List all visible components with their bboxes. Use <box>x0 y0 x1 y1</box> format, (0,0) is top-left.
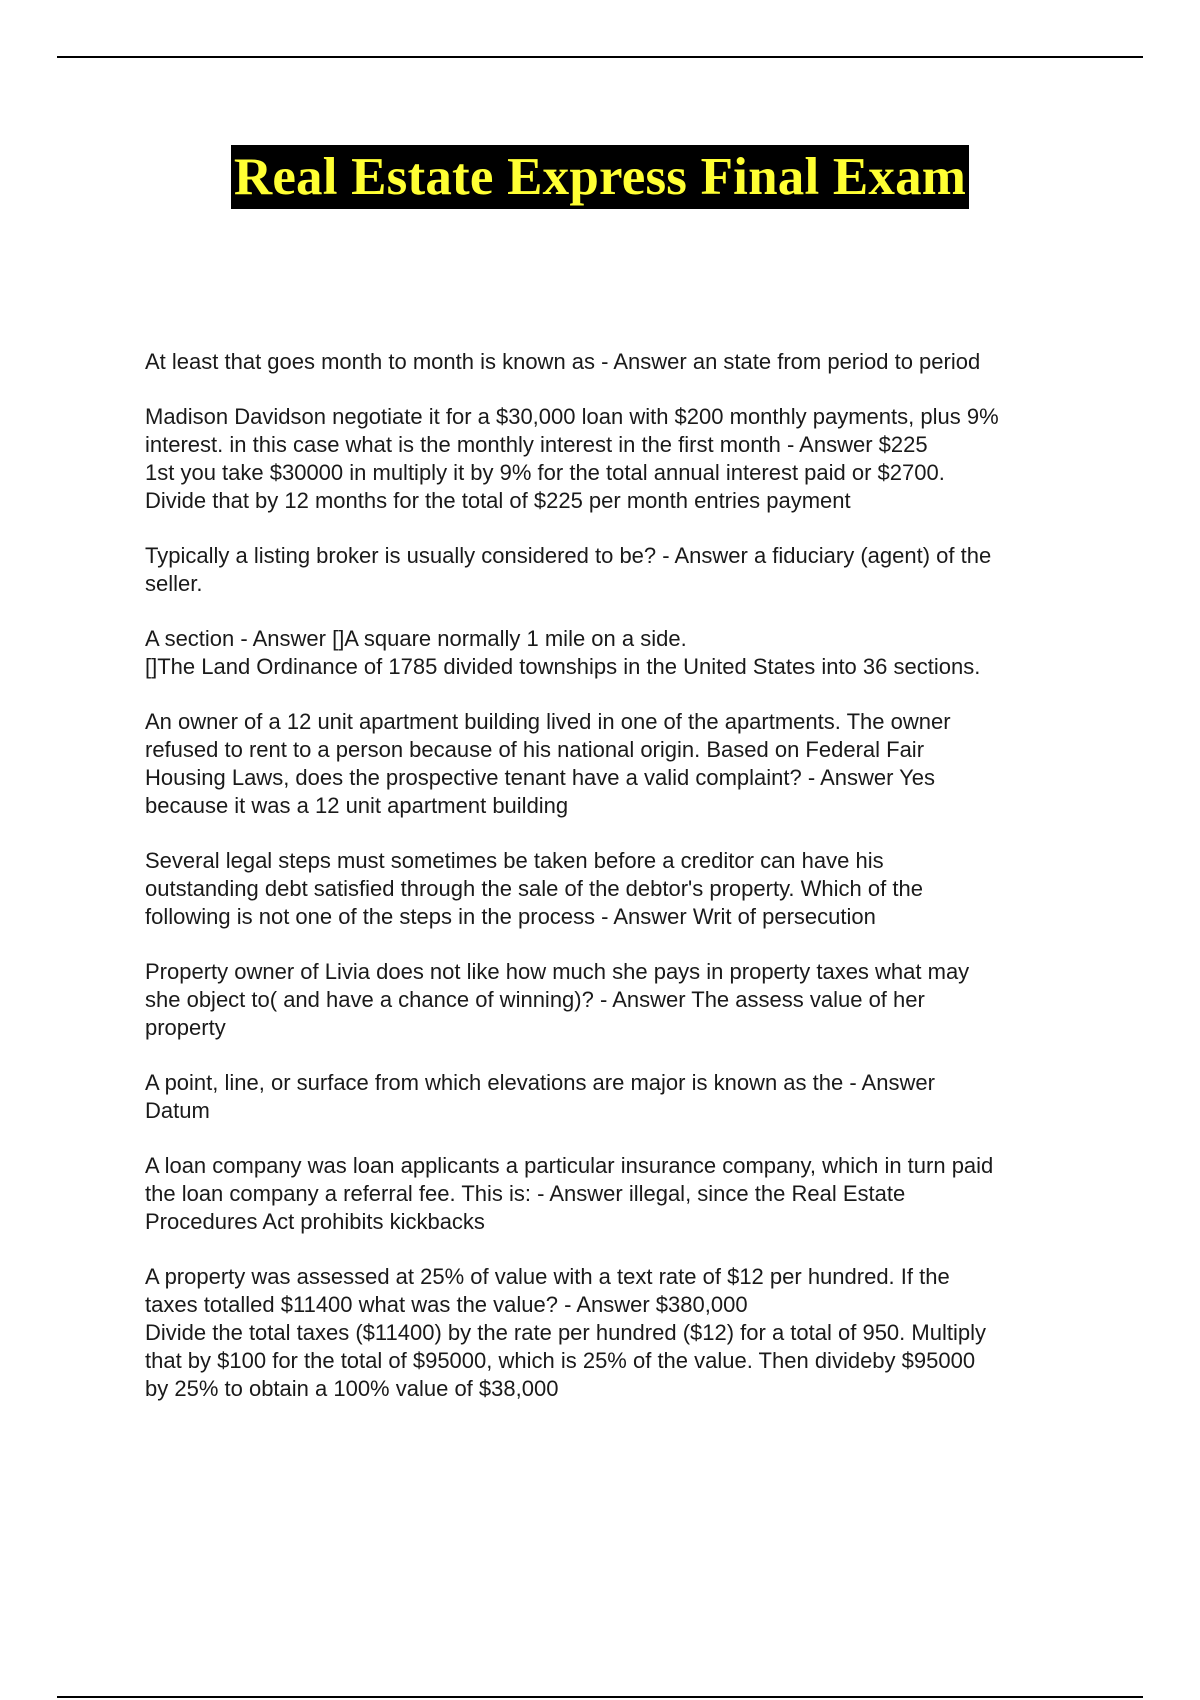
qa-item-7: Property owner of Livia does not like how much she pays in property taxes what may she object to( and have a chance of winning)? - Answer The assess value of her property <box>145 959 970 1040</box>
qa-item-4: A section - Answer []A square normally 1 mile on a side. []The Land Ordinance of 1785 divided townships in the United States into 36 sections. <box>145 626 981 679</box>
bottom-divider <box>57 1696 1143 1698</box>
qa-list <box>145 348 1095 1430</box>
qa-item-3: Typically a listing broker is usually considered to be? - Answer a fiduciary (agent) of the seller. <box>145 543 992 596</box>
qa-item-5: An owner of a 12 unit apartment building lived in one of the apartments. The owner refused to rent to a person because of his national origin. Based on Federal Fair Housing Laws, does the prospective tenant have a valid complaint? - Answer Yes because it was a 12 unit apartment building <box>145 709 951 818</box>
qa-item-9: A loan company was loan applicants a particular insurance company, which in turn paid the loan company a referral fee. This is: - Answer illegal, since the Real Estate Procedures Act prohibits kickbacks <box>145 1153 994 1234</box>
qa-item-2: Madison Davidson negotiate it for a $30,000 loan with $200 monthly payments, plus 9% interest. in this case what is the monthly interest in the first month - Answer $225 1st you take $30000 in multiply it by 9% for the total annual interest paid or $2700. Divide that by 12 months for the total of $225 per month entries payment <box>145 404 999 513</box>
top-divider <box>57 56 1143 58</box>
qa-item-10: A property was assessed at 25% of value with a text rate of $12 per hundred. If the taxes totalled $11400 what was the value? - Answer $380,000 Divide the total taxes ($11400) by the rate per hundred ($12) for a total of 950. Multiply that by $100 for the total of $95000, which is 25% of the value. Then divideby $95000 by 25% to obtain a 100% value of $38,000 <box>145 1264 986 1401</box>
document-title: Real Estate Express Final Exam <box>231 145 969 209</box>
qa-item-6: Several legal steps must sometimes be taken before a creditor can have his outstanding debt satisfied through the sale of the debtor's property. Which of the following is not one of the steps in the process - Answer Writ of persecution <box>145 848 923 929</box>
qa-item-1: At least that goes month to month is known as - Answer an state from period to period <box>145 349 981 374</box>
title-container <box>0 145 1200 209</box>
qa-item-8: A point, line, or surface from which elevations are major is known as the - Answer Datum <box>145 1070 935 1123</box>
